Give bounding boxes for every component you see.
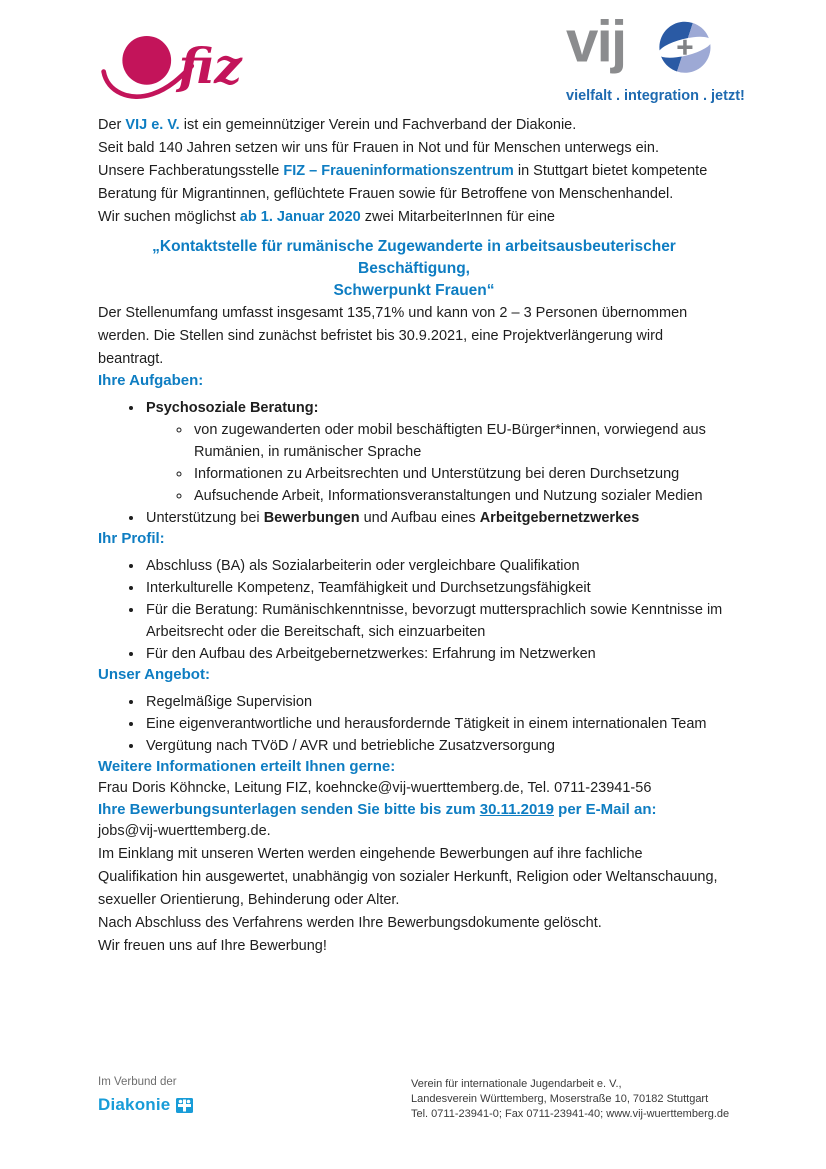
fiz-circle-icon	[122, 36, 171, 85]
footer-org-line: Verein für internationale Jugendarbeit e. V.,	[411, 1078, 622, 1090]
list-item: • Unterstützung bei Bewerbungen und Aufbau eines Arbeitgebernetzwerkes	[144, 507, 730, 529]
job-title-line1: „Kontaktstelle für rumänische Zugewanderte in arbeitsausbeuterischer Beschäftigung,	[152, 238, 676, 277]
fiz-logo-text: fiz	[178, 37, 242, 95]
contact-heading: Weitere Informationen erteilt Ihnen gerne:	[98, 758, 396, 775]
section-heading-tasks: Ihre Aufgaben:	[98, 372, 204, 389]
list-item: • Vergütung nach TVöD / AVR und betriebliche Zusatzversorgung	[144, 735, 730, 757]
intro-paragraph: Der VIJ e. V. ist ein gemeinnütziger Verein und Fachverband der Diakonie. Seit bald 140 Jahren setzen wir uns für Frauen in Not und für Menschen unterwegs ein. Unsere Fachberatungsstelle FIZ – Fraueninformationszentrum in Stuttgart bietet kompetente Beratung für Migrantinnen, geflüchtete Frauen sowie für Betroffene von Menschenhandel.	[98, 117, 708, 202]
sub-list	[146, 419, 730, 507]
list-item: • Interkulturelle Kompetenz, Teamfähigkeit und Durchsetzungsfähigkeit	[144, 577, 730, 599]
diakonie-kronenkreuz-icon	[176, 1098, 193, 1113]
document-header	[98, 12, 745, 114]
footer-diakonie-block	[98, 1076, 193, 1115]
fiz-logo	[98, 26, 248, 104]
search-line: Wir suchen möglichst ab 1. Januar 2020 zwei MitarbeiterInnen für eine	[98, 209, 555, 225]
section-heading-profile: Ihr Profil:	[98, 530, 165, 547]
section-tasks	[98, 371, 730, 529]
vij-logo	[566, 12, 744, 104]
profile-list	[98, 555, 730, 665]
sub-list-item: ◦ Informationen zu Arbeitsrechten und Unterstützung bei deren Durchsetzung	[192, 463, 730, 485]
vij-tagline: vielfalt . integration . jetzt!	[566, 88, 745, 104]
job-title-line2: Schwerpunkt Frauen“	[333, 282, 495, 299]
diakonie-logo	[98, 1095, 193, 1115]
section-heading-offer: Unser Angebot:	[98, 666, 210, 683]
list-item: • Für die Beratung: Rumänischkenntnisse, bevorzugt muttersprachlich sowie Kenntnisse im Arbeitsrecht oder die Bereitschaft, sich einzuarbeiten	[144, 599, 730, 643]
job-title	[98, 236, 730, 302]
footer-org-line: Landesverein Württemberg, Moserstraße 10, 70182 Stuttgart	[411, 1093, 709, 1105]
tasks-list	[98, 397, 730, 529]
diakonie-logo-text: Diakonie	[98, 1095, 171, 1114]
vij-globe-icon	[653, 15, 717, 79]
offer-list	[98, 691, 730, 757]
footer-address-block	[411, 1077, 729, 1122]
sub-list-item: ◦ von zugewanderten oder mobil beschäftigten EU-Bürger*innen, vorwiegend aus Rumänien, in rumänischer Sprache	[192, 419, 730, 463]
vij-logo-text: vij	[566, 12, 626, 75]
list-item: • Regelmäßige Supervision	[144, 691, 730, 713]
association-note: Im Verbund der	[98, 1076, 177, 1088]
list-item: • Abschluss (BA) als Sozialarbeiterin oder vergleichbare Qualifikation	[144, 555, 730, 577]
scope-paragraph: Der Stellenumfang umfasst insgesamt 135,71% und kann von 2 – 3 Personen übernommen werden. Die Stellen sind zunächst befristet bis 30.9.2021, eine Projektverlängerung wird beantragt.	[98, 305, 688, 367]
section-offer	[98, 665, 730, 757]
application-email: jobs@vij-wuerttemberg.de.	[98, 823, 271, 839]
list-item: • Psychosoziale Beratung: ◦ von zugewanderten oder mobil beschäftigten EU-Bürger*innen, vorwiegend aus Rumänien, in rumänischer Sprache ◦ Informationen zu Arbeitsrechten und Unterstützung bei deren Durchsetzung ◦ Aufsuchende Arbeit, Informationsveranstaltungen und Nutzung sozialer Medien	[144, 397, 730, 507]
section-profile	[98, 529, 730, 665]
sub-list-item: ◦ Aufsuchende Arbeit, Informationsveranstaltungen und Nutzung sozialer Medien	[192, 485, 730, 507]
farewell-line: Wir freuen uns auf Ihre Bewerbung!	[98, 938, 327, 954]
equal-opportunity-paragraph: Im Einklang mit unseren Werten werden eingehende Bewerbungen auf ihre fachliche Qualifikation hin ausgewertet, unabhängig von sozialer Herkunft, Religion oder Weltanschauung, sexueller Orientierung, Behinderung oder Alter. Nach Abschluss des Verfahrens werden Ihre Bewerbungsdokumente gelöscht.	[98, 846, 718, 931]
application-heading: Ihre Bewerbungsunterlagen senden Sie bitte bis zum 30.11.2019 per E-Mail an:	[98, 801, 657, 818]
list-item: • Eine eigenverantwortliche und herausfordernde Tätigkeit in einem internationalen Team	[144, 713, 730, 735]
contact-line: Frau Doris Köhncke, Leitung FIZ, koehncke@vij-wuerttemberg.de, Tel. 0711-23941-56	[98, 780, 652, 796]
footer-org-line: Tel. 0711-23941-0; Fax 0711-23941-40; www.vij-wuerttemberg.de	[411, 1108, 730, 1120]
list-item: • Für den Aufbau des Arbeitgebernetzwerkes: Erfahrung im Netzwerken	[144, 643, 730, 665]
